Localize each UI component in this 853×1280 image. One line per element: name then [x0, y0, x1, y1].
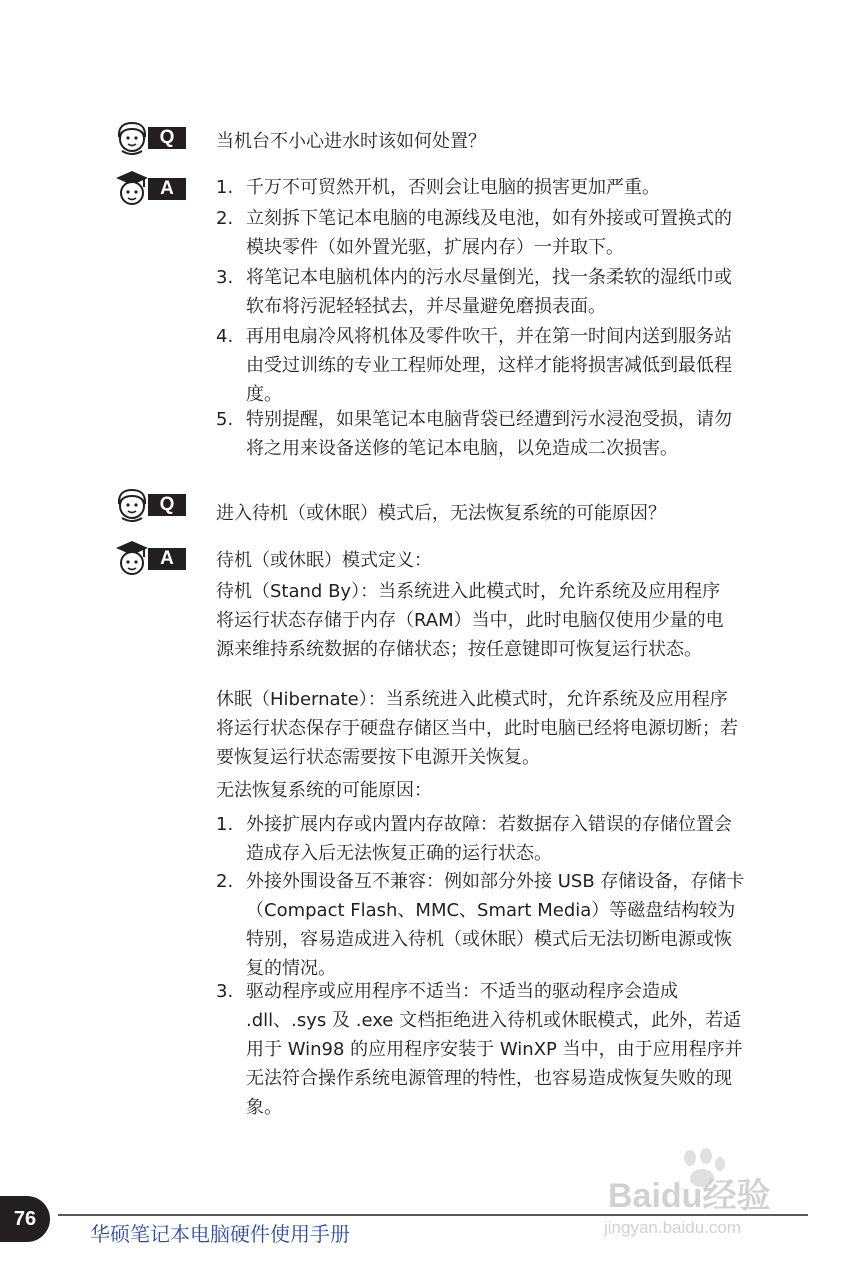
answer-tag: A — [148, 548, 186, 570]
question-tag: Q — [148, 494, 186, 516]
question-2: 进入待机（或休眠）模式后，无法恢复系统的可能原因？ — [216, 503, 666, 524]
watermark-url: jingyan.baidu.com — [604, 1218, 742, 1237]
hibernate-definition: 休眠（Hibernate）：当系统进入此模式时，允许系统及应用程序将运行状态保存于硬盘存储区当中，此时电脑已经将电源切断；若要恢复运行状态需要按下电源开关恢复。 — [216, 689, 738, 768]
watermark — [604, 1148, 814, 1248]
causes-heading: 无法恢复系统的可能原因： — [216, 780, 432, 801]
answer-item-2: 2. 立刻拆下笔记本电脑的电源线及电池，如有外接或可置换式的模块零件（如外置光驱，扩展内存）一并取下。 — [216, 208, 732, 258]
cause-item-1: 1. 外接扩展内存或内置内存故障：若数据存入错误的存储位置会造成存入后无法恢复正确的运行状态。 — [216, 814, 732, 864]
cause-item-3: 3. 驱动程序或应用程序不适当：不适当的驱动程序会造成 .dll、.sys 及 .exe 文档拒绝进入待机或休眠模式，此外，若适用于 Win98 的应用程序安装于 WinXP 当中，由于应用程序并无法符合操作系统电源管理的特性，也容易造成恢复失败的现象。 — [216, 981, 743, 1118]
question-badge — [112, 117, 184, 157]
graduate-face-icon — [112, 538, 152, 578]
question-1: 当机台不小心进水时该如何处置？ — [216, 131, 486, 152]
answer-item-1: 1. 千万不可贸然开机，否则会让电脑的损害更加严重。 — [216, 177, 660, 198]
answer-item-3: 3. 将笔记本电脑机体内的污水尽量倒光，找一条柔软的湿纸巾或软布将污泥轻轻拭去，并尽量避免磨损表面。 — [216, 267, 732, 317]
definition-heading: 待机（或休眠）模式定义： — [216, 550, 432, 571]
answer-badge — [112, 168, 184, 208]
cause-item-2: 2. 外接外围设备互不兼容：例如部分外接 USB 存储设备，存储卡（Compact Flash、MMC、Smart Media）等磁盘结构较为特别，容易造成进入待机（或休眠）模式后无法切断电源或恢复的情况。 — [216, 871, 745, 979]
answer-item-4: 4. 再用电扇冷风将机体及零件吹干，并在第一时间内送到服务站由受过训练的专业工程师处理，这样才能将损害减低到最低程度。 — [216, 326, 732, 405]
answer-badge — [112, 538, 184, 578]
standby-definition: 待机（Stand By）：当系统进入此模式时，允许系统及应用程序将运行状态存储于内存（RAM）当中，此时电脑仅使用少量的电源来维持系统数据的存储状态；按任意键即可恢复运行状态。 — [216, 581, 724, 660]
girl-face-icon — [112, 484, 152, 524]
footer-title: 华硕笔记本电脑硬件使用手册 — [90, 1222, 350, 1246]
watermark-logo: Baidu经验 — [608, 1177, 771, 1215]
question-badge — [112, 484, 184, 524]
girl-face-icon — [112, 117, 152, 157]
question-tag: Q — [148, 127, 186, 149]
answer-tag: A — [148, 178, 186, 200]
graduate-face-icon — [112, 168, 152, 208]
answer-item-5: 5. 特别提醒，如果笔记本电脑背袋已经遭到污水浸泡受损，请勿将之用来设备送修的笔记本电脑，以免造成二次损害。 — [216, 409, 732, 459]
page-number: 76 — [0, 1196, 50, 1242]
